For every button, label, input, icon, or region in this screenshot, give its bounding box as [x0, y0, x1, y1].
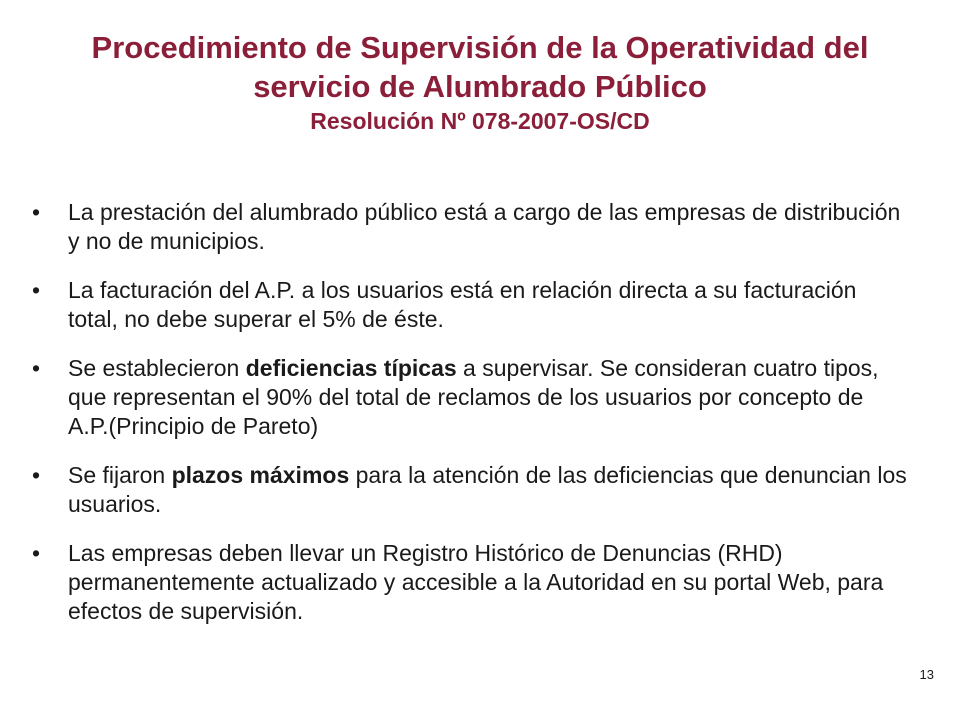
bullet-marker: •: [32, 540, 41, 566]
bullet-item: [28, 354, 908, 441]
bullet-item: [28, 276, 908, 334]
bullet-marker: •: [32, 355, 41, 381]
bullet-text: La prestación del alumbrado público está a cargo de las empresas de distribución y no de municipios.: [68, 199, 901, 254]
bullet-item: [28, 539, 908, 626]
bullet-text-bold: plazos máximos: [171, 462, 350, 488]
bullet-marker: •: [32, 199, 41, 225]
bullet-item: [28, 198, 908, 256]
slide-title: [40, 28, 920, 136]
bullet-marker: •: [32, 277, 41, 303]
bullet-text-post: para la atención de las deficiencias que denuncian los usuarios.: [68, 462, 907, 517]
page-number: 13: [919, 667, 934, 682]
bullet-text: La facturación del A.P. a los usuarios está en relación directa a su facturación total, no debe superar el 5% de éste.: [68, 277, 857, 332]
bullet-item: [28, 461, 908, 519]
bullet-text-post: a supervisar. Se consideran cuatro tipos, que representan el 90% del total de reclamos de los usuarios por concepto de A.P.(Principio de Pareto): [68, 355, 879, 439]
bullet-text-pre: Se establecieron: [68, 355, 246, 381]
title-line-2: servicio de Alumbrado Público: [253, 69, 707, 104]
bullet-text-pre: Se fijaron: [68, 462, 172, 488]
title-line-1: Procedimiento de Supervisión de la Operatividad del: [91, 30, 869, 65]
bullet-text: Las empresas deben llevar un Registro Histórico de Denuncias (RHD) permanentemente actualizado y accesible a la Autoridad en su portal Web, para efectos de supervisión.: [68, 540, 884, 624]
bullet-text-bold: deficiencias típicas: [245, 355, 457, 381]
bullet-marker: •: [32, 462, 41, 488]
resolution-subtitle: Resolución Nº 078-2007-OS/CD: [310, 108, 650, 134]
bullet-list: [28, 198, 908, 646]
